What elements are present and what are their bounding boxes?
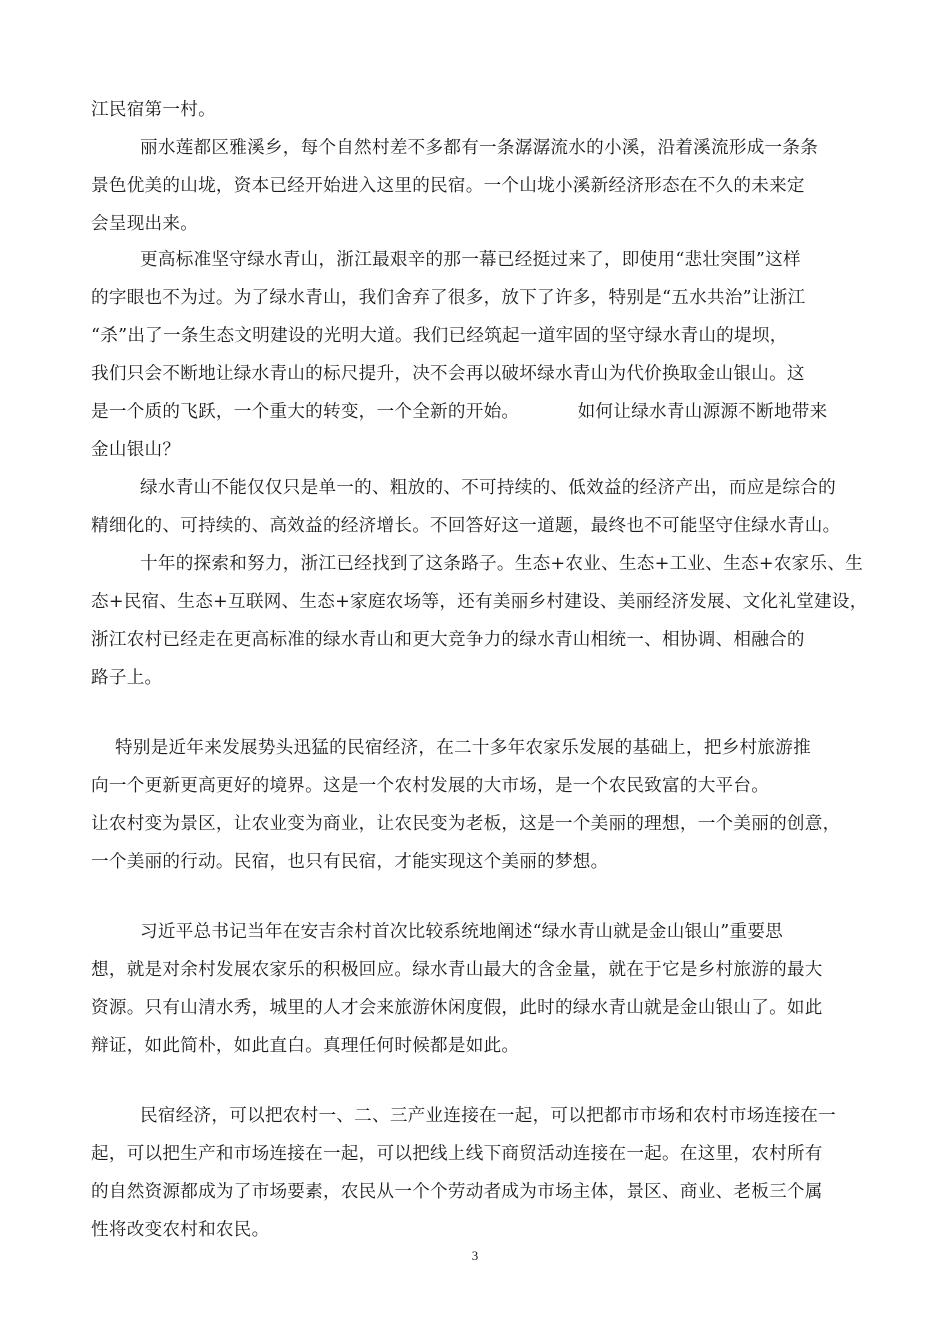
text-line: 资源。只有山清水秀，城里的人才会来旅游休闲度假，此时的绿水青山就是金山银山了。如此 xyxy=(91,998,823,1018)
text-line: 浙江农村已经走在更高标准的绿水青山和更大竞争力的绿水青山相统一、相协调、相融合的 xyxy=(91,630,805,650)
text-line: 十年的探索和努力，浙江已经找到了这条路子。生态+农业、生态+工业、生态+农家乐、生 xyxy=(140,554,864,574)
text-line: 让农村变为景区，让农业变为商业，让农民变为老板，这是一个美丽的理想，一个美丽的创意， xyxy=(91,814,841,834)
text-line: 会呈现出来。 xyxy=(91,214,199,234)
text-line: 金山银山？ xyxy=(91,440,181,460)
text-line: 想，就是对余村发展农家乐的积极回应。绿水青山最大的含金量，就在于它是乡村旅游的最大 xyxy=(91,960,823,980)
text-line: 江民宿第一村。 xyxy=(91,100,216,120)
text-line: “杀”出了一条生态文明建设的光明大道。我们已经筑起一道牢固的坚守绿水青山的堤坝， xyxy=(91,326,788,346)
text-line: 向一个更新更高更好的境界。这是一个农村发展的大市场，是一个农民致富的大平台。 xyxy=(91,776,770,796)
text-line: 精细化的、可持续的、高效益的经济增长。不回答好这一道题，最终也不可能坚守住绿水青山。 xyxy=(91,516,841,536)
text-line: 景色优美的山垅，资本已经开始进入这里的民宿。一个山垅小溪新经济形态在不久的未来定 xyxy=(91,176,805,196)
text-line: 是一个质的飞跃，一个重大的转变，一个全新的开始。 如何让绿水青山源源不断地带来 xyxy=(91,402,828,422)
text-line: 性将改变农村和农民。 xyxy=(91,1220,270,1240)
text-line: 的自然资源都成为了市场要素，农民从一个个劳动者成为市场主体，景区、商业、老板三个属 xyxy=(91,1182,823,1202)
text-line: 绿水青山不能仅仅只是单一的、粗放的、不可持续的、低效益的经济产出，而应是综合的 xyxy=(140,478,836,498)
text-line: 辩证，如此简朴，如此直白。真理任何时候都是如此。 xyxy=(91,1036,520,1056)
text-line: 的字眼也不为过。为了绿水青山，我们舍弃了很多，放下了许多，特别是“五水共治”让浙江 xyxy=(91,288,806,308)
text-line: 更高标准坚守绿水青山，浙江最艰辛的那一幕已经挺过来了，即使用“悲壮突围”这样 xyxy=(140,250,801,270)
text-line: 我们只会不断地让绿水青山的标尺提升，决不会再以破坏绿水青山为代价换取金山银山。这 xyxy=(91,364,805,384)
page-number: 3 xyxy=(471,1248,479,1263)
text-line: 习近平总书记当年在安吉余村首次比较系统地阐述“绿水青山就是金山银山”重要思 xyxy=(140,922,784,942)
text-line: 特别是近年来发展势头迅猛的民宿经济，在二十多年农家乐发展的基础上，把乡村旅游推 xyxy=(115,738,811,758)
text-line: 一个美丽的行动。民宿，也只有民宿，才能实现这个美丽的梦想。 xyxy=(91,852,609,872)
text-line: 民宿经济，可以把农村一、二、三产业连接在一起，可以把都市市场和农村市场连接在一 xyxy=(140,1106,836,1126)
text-line: 丽水莲都区雅溪乡，每个自然村差不多都有一条潺潺流水的小溪，沿着溪流形成一条条 xyxy=(140,138,819,158)
text-line: 起，可以把生产和市场连接在一起，可以把线上线下商贸活动连接在一起。在这里，农村所有 xyxy=(91,1144,823,1164)
text-line: 路子上。 xyxy=(91,668,163,688)
text-line: 态+民宿、生态+互联网、生态+家庭农场等，还有美丽乡村建设、美丽经济发展、文化礼堂建设， xyxy=(91,592,868,612)
